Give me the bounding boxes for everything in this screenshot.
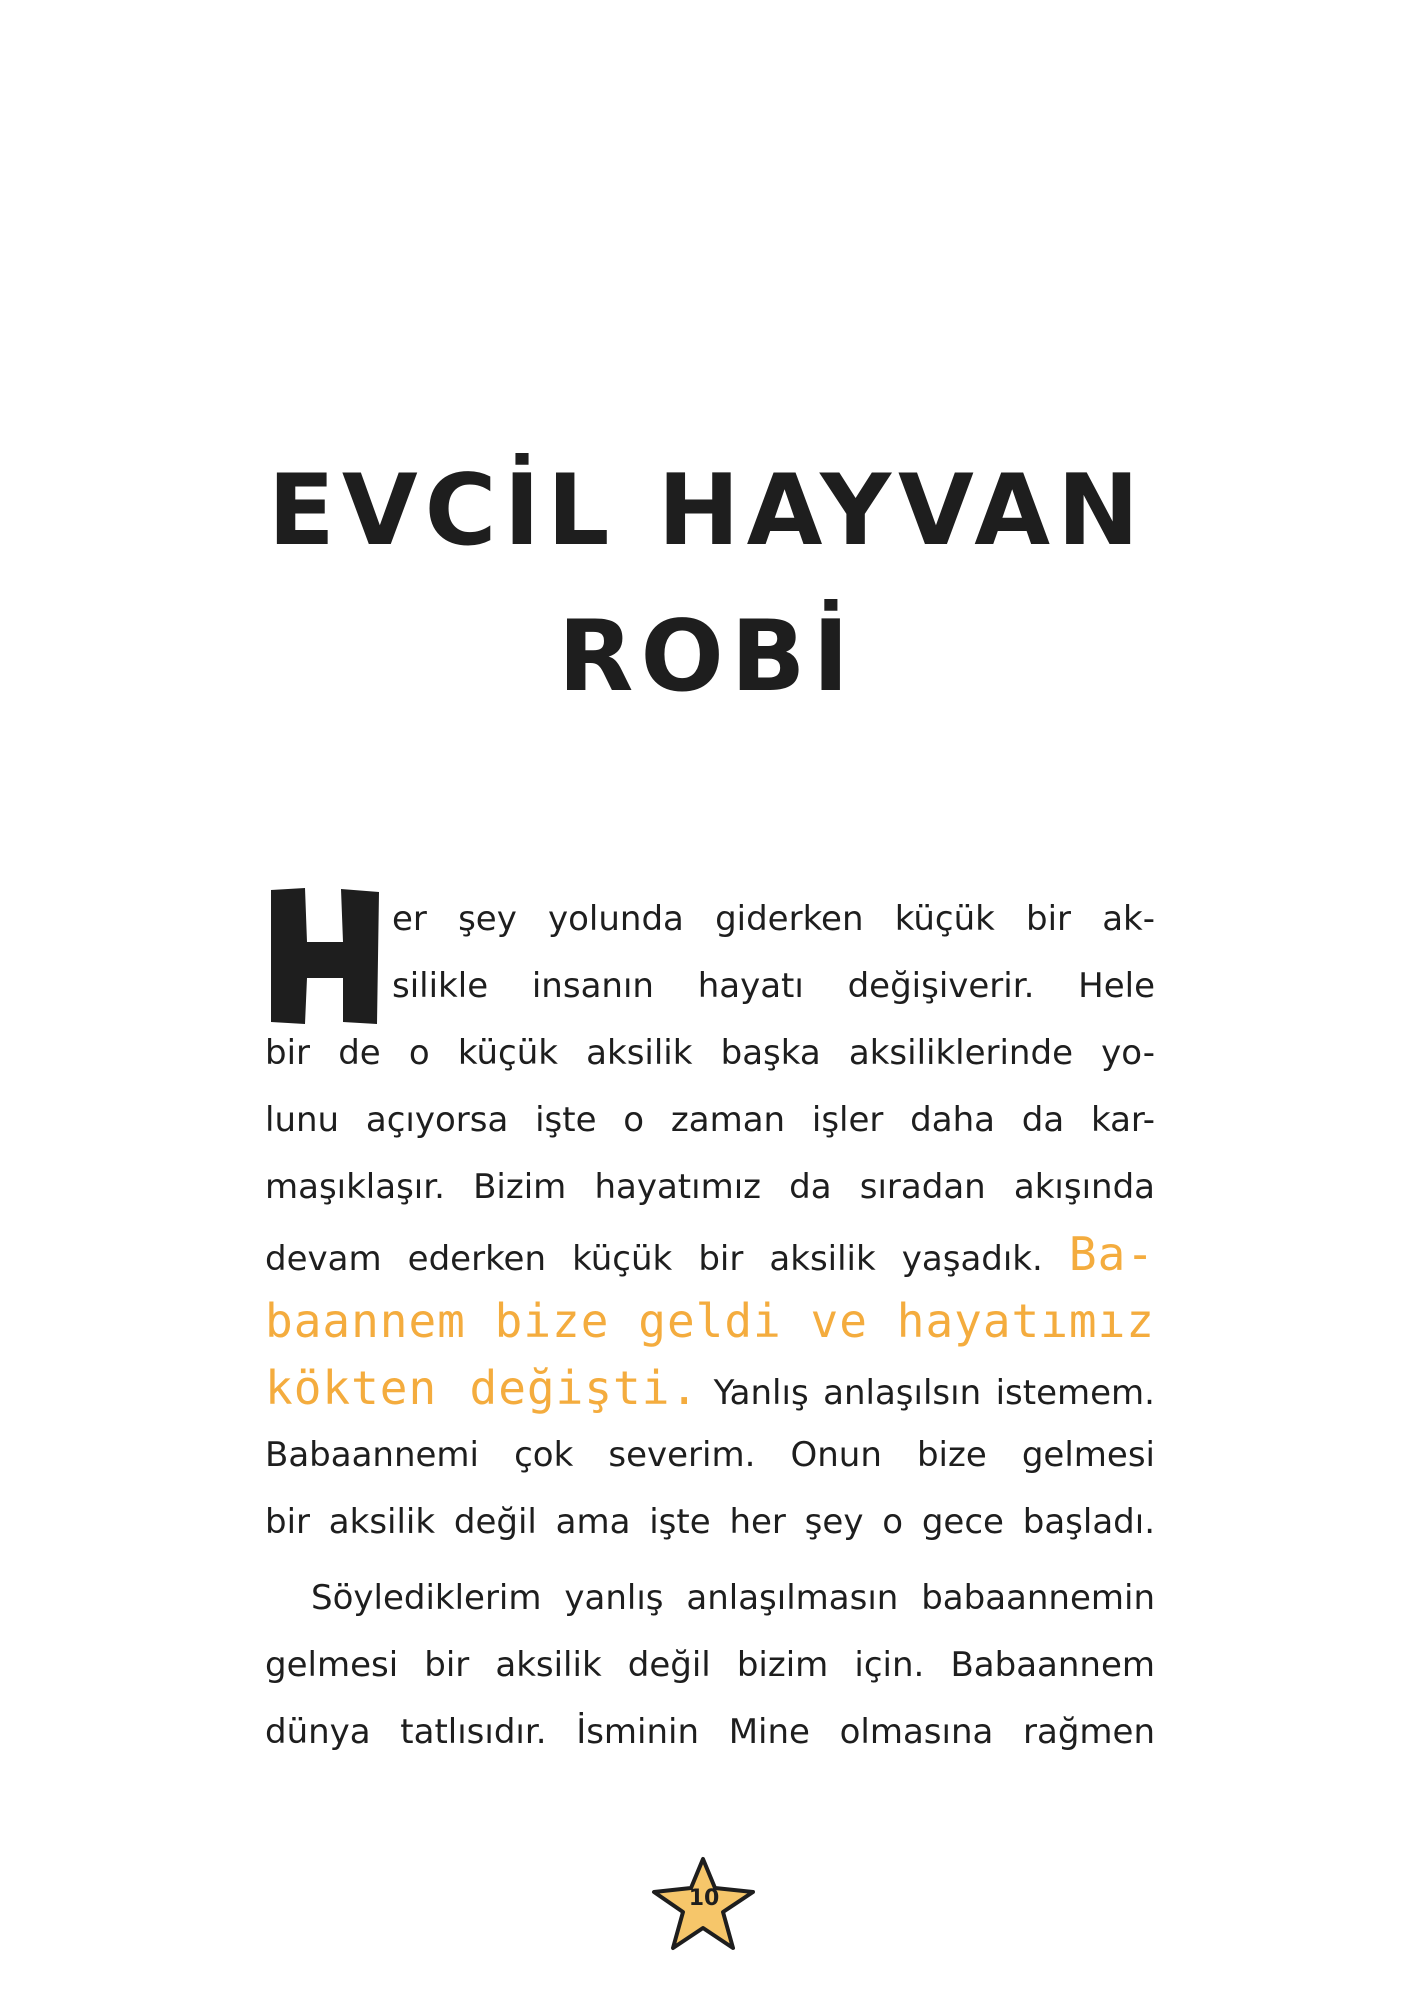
highlight-text-1: Ba-: [1068, 1227, 1155, 1281]
dropcap-letter: [265, 886, 383, 1026]
body-line-13: dünya tatlısıdır. İsminin Mine olmasına rağmen: [265, 1712, 1155, 1752]
body-line-10: bir aksilik değil ama işte her şey o gece başladı.: [265, 1502, 1155, 1542]
body-text: [265, 886, 1155, 1766]
body-line-6: [265, 1221, 1155, 1288]
body-line-4: lunu açıyorsa işte o zaman işler daha da kar-: [265, 1100, 1155, 1140]
body-line-6-text: devam ederken küçük bir aksilik yaşadık.: [265, 1239, 1043, 1279]
body-line-9: Babaannemi çok severim. Onun bize gelmesi: [265, 1435, 1155, 1475]
body-line-8: [265, 1355, 1155, 1422]
body-line-11: Söylediklerim yanlış anlaşılmasın babaannemin: [311, 1578, 1155, 1618]
highlight-text-3: kökten değişti.: [265, 1361, 700, 1415]
body-line-2: silikle insanın hayatı değişiverir. Hele: [392, 966, 1155, 1006]
body-line-12: gelmesi bir aksilik değil bizim için. Babaannem: [265, 1645, 1155, 1685]
page-number: 10: [688, 1886, 720, 1911]
chapter-title-line-2: ROBİ: [558, 600, 856, 714]
body-line-5: maşıklaşır. Bizim hayatımız da sıradan akışında: [265, 1167, 1155, 1207]
body-line-8-text: Yanlış anlaşılsın istemem.: [713, 1373, 1155, 1413]
chapter-title-line-1: EVCİL HAYVAN: [267, 454, 1147, 568]
highlight-text-2: baannem bize geldi ve hayatımız: [265, 1294, 1155, 1348]
body-line-7: [265, 1288, 1155, 1355]
chapter-title: [0, 438, 1414, 730]
body-line-1: er şey yolunda giderken küçük bir ak-: [392, 899, 1155, 939]
body-line-3: bir de o küçük aksilik başka aksiliklerinde yo-: [265, 1033, 1155, 1073]
